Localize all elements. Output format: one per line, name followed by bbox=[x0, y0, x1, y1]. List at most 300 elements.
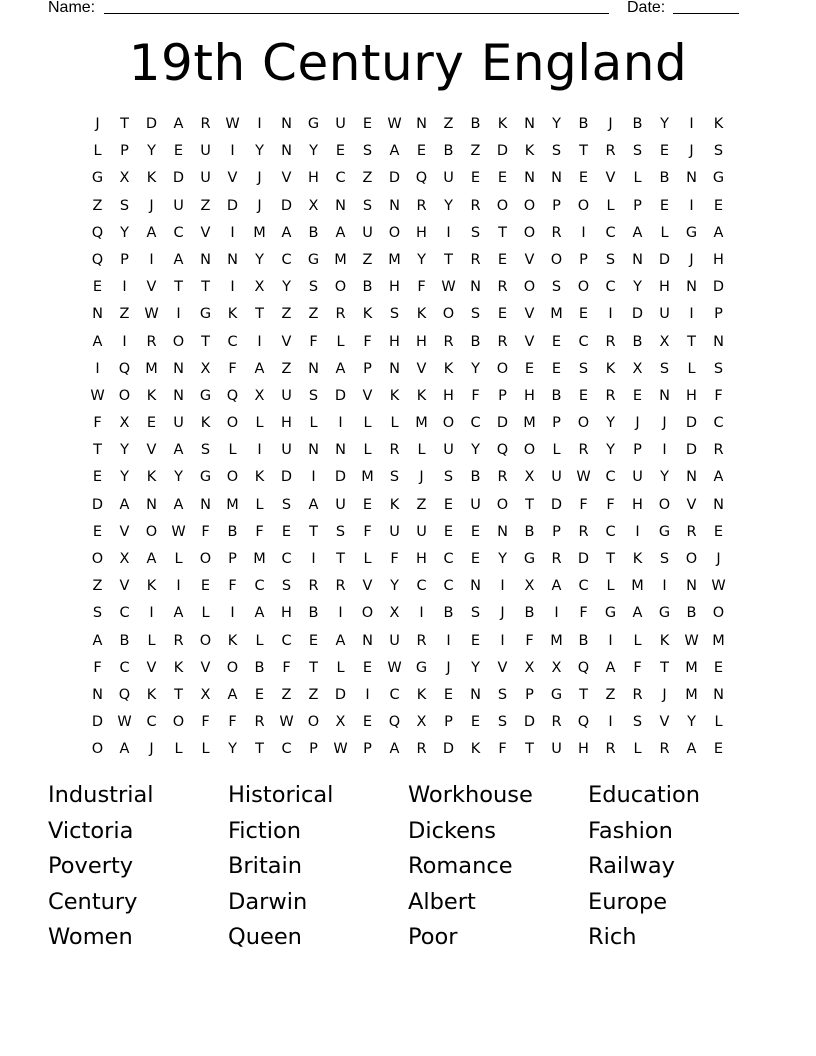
grid-letter: D bbox=[172, 170, 185, 187]
grid-letter: O bbox=[523, 197, 536, 214]
word-bank-item: Fiction bbox=[228, 817, 302, 844]
word-bank-row bbox=[48, 814, 768, 850]
grid-letter: B bbox=[470, 116, 481, 132]
grid-letter: L bbox=[552, 442, 561, 459]
grid-letter: L bbox=[417, 442, 426, 459]
grid-letter: C bbox=[281, 632, 292, 649]
grid-letter: T bbox=[579, 143, 588, 160]
grid-letter: I bbox=[662, 442, 667, 459]
grid-letter: L bbox=[174, 551, 183, 567]
grid-letter: O bbox=[334, 279, 347, 296]
grid-letter: A bbox=[173, 496, 184, 513]
grid-letter: X bbox=[200, 360, 211, 377]
grid-letter: Y bbox=[255, 143, 264, 160]
grid-letter: X bbox=[200, 686, 211, 703]
grid-letter: E bbox=[92, 523, 103, 540]
grid-letter: C bbox=[389, 686, 400, 703]
word-bank-row bbox=[48, 885, 768, 921]
grid-row bbox=[84, 220, 732, 247]
grid-letter: I bbox=[230, 279, 235, 296]
grid-letter: W bbox=[333, 741, 348, 758]
grid-letter: S bbox=[551, 279, 562, 296]
grid-letter: S bbox=[200, 442, 211, 459]
grid-letter: J bbox=[257, 197, 262, 214]
word-bank-item: Albert bbox=[408, 888, 476, 915]
grid-letter: M bbox=[145, 360, 158, 377]
grid-letter: A bbox=[173, 605, 184, 622]
grid-row bbox=[84, 138, 732, 165]
grid-letter: O bbox=[496, 360, 509, 377]
grid-letter: U bbox=[173, 415, 184, 432]
grid-letter: E bbox=[578, 170, 589, 187]
grid-letter: T bbox=[498, 224, 507, 241]
grid-letter: W bbox=[576, 469, 591, 486]
grid-letter: A bbox=[335, 632, 346, 649]
grid-letter: N bbox=[335, 197, 346, 214]
grid-letter: I bbox=[257, 442, 262, 459]
grid-letter: C bbox=[281, 251, 292, 268]
grid-letter: C bbox=[335, 170, 346, 187]
grid-letter: C bbox=[119, 659, 130, 676]
grid-letter: J bbox=[149, 741, 154, 758]
grid-letter: E bbox=[362, 714, 373, 731]
grid-letter: B bbox=[470, 469, 481, 486]
grid-letter: N bbox=[308, 360, 319, 377]
grid-letter: C bbox=[281, 741, 292, 758]
grid-letter: S bbox=[578, 360, 589, 377]
grid-letter: C bbox=[578, 578, 589, 595]
grid-row bbox=[84, 464, 732, 491]
grid-letter: V bbox=[146, 659, 157, 676]
grid-row bbox=[84, 329, 732, 356]
grid-letter: A bbox=[632, 224, 643, 241]
grid-letter: C bbox=[605, 279, 616, 296]
grid-letter: S bbox=[713, 360, 724, 377]
grid-letter: M bbox=[550, 306, 563, 323]
grid-letter: U bbox=[173, 197, 184, 214]
grid-letter: I bbox=[149, 605, 154, 622]
grid-letter: R bbox=[416, 741, 427, 758]
grid-letter: U bbox=[443, 170, 454, 187]
grid-letter: F bbox=[201, 714, 210, 731]
grid-letter: R bbox=[713, 442, 724, 459]
word-bank-item: Darwin bbox=[228, 888, 308, 915]
grid-letter: K bbox=[605, 360, 616, 377]
grid-letter: N bbox=[389, 197, 400, 214]
grid-letter: N bbox=[92, 306, 103, 323]
grid-letter: C bbox=[605, 224, 616, 241]
grid-letter: H bbox=[578, 741, 589, 758]
grid-letter: M bbox=[361, 469, 374, 486]
grid-letter: H bbox=[713, 251, 724, 268]
grid-letter: X bbox=[524, 659, 535, 676]
grid-letter: Q bbox=[226, 387, 239, 404]
grid-letter: N bbox=[362, 632, 373, 649]
grid-row bbox=[84, 519, 732, 546]
grid-letter: Y bbox=[606, 442, 615, 459]
grid-letter: F bbox=[363, 523, 372, 540]
grid-letter: Y bbox=[282, 279, 291, 296]
grid-letter: Z bbox=[416, 496, 427, 513]
grid-letter: Z bbox=[443, 116, 454, 132]
grid-letter: L bbox=[201, 605, 210, 622]
grid-letter: U bbox=[443, 442, 454, 459]
grid-letter: X bbox=[632, 360, 643, 377]
grid-row bbox=[84, 655, 732, 682]
word-bank-item: Education bbox=[588, 782, 701, 808]
grid-letter: X bbox=[119, 415, 130, 432]
grid-letter: V bbox=[119, 523, 130, 540]
grid-letter: C bbox=[470, 415, 481, 432]
grid-letter: T bbox=[309, 659, 318, 676]
grid-letter: V bbox=[524, 251, 535, 268]
grid-letter: X bbox=[308, 197, 319, 214]
grid-letter: D bbox=[496, 143, 509, 160]
grid-letter: O bbox=[226, 659, 239, 676]
grid-letter: Y bbox=[174, 469, 183, 486]
grid-letter: M bbox=[685, 686, 698, 703]
grid-letter: C bbox=[254, 578, 265, 595]
grid-letter: Y bbox=[444, 197, 453, 214]
grid-letter: K bbox=[632, 551, 643, 567]
grid-letter: B bbox=[443, 143, 454, 160]
grid-letter: F bbox=[633, 659, 642, 676]
grid-letter: C bbox=[605, 523, 616, 540]
grid-letter: D bbox=[145, 116, 158, 132]
grid-letter: J bbox=[446, 659, 451, 676]
grid-row bbox=[84, 492, 732, 519]
word-bank bbox=[48, 778, 768, 956]
grid-letter: X bbox=[254, 387, 265, 404]
grid-letter: L bbox=[363, 442, 372, 459]
grid-letter: D bbox=[334, 387, 347, 404]
grid-letter: I bbox=[122, 333, 127, 350]
grid-letter: K bbox=[416, 686, 427, 703]
grid-letter: B bbox=[470, 333, 481, 350]
grid-letter: F bbox=[228, 360, 237, 377]
grid-letter: R bbox=[605, 333, 616, 350]
grid-letter: Y bbox=[255, 251, 264, 268]
word-bank-row bbox=[48, 920, 768, 956]
grid-letter: B bbox=[119, 632, 130, 649]
grid-letter: O bbox=[442, 415, 455, 432]
grid-letter: D bbox=[442, 741, 455, 758]
grid-letter: X bbox=[119, 551, 130, 567]
grid-letter: N bbox=[92, 686, 103, 703]
grid-letter: R bbox=[254, 714, 265, 731]
grid-letter: A bbox=[92, 333, 103, 350]
grid-letter: I bbox=[257, 116, 262, 132]
grid-letter: R bbox=[578, 442, 589, 459]
grid-letter: Z bbox=[605, 686, 616, 703]
grid-letter: G bbox=[685, 224, 698, 241]
grid-row bbox=[84, 111, 732, 138]
grid-letter: H bbox=[416, 224, 427, 241]
grid-letter: J bbox=[635, 415, 640, 432]
grid-letter: Y bbox=[552, 116, 561, 132]
grid-letter: U bbox=[551, 469, 562, 486]
grid-letter: N bbox=[659, 387, 670, 404]
grid-letter: O bbox=[145, 523, 158, 540]
grid-letter: J bbox=[500, 605, 505, 622]
grid-letter: V bbox=[524, 333, 535, 350]
grid-letter: Y bbox=[120, 442, 129, 459]
grid-letter: D bbox=[685, 442, 698, 459]
grid-letter: V bbox=[281, 170, 292, 187]
name-field[interactable] bbox=[104, 13, 609, 14]
grid-letter: U bbox=[659, 306, 670, 323]
grid-letter: X bbox=[254, 279, 265, 296]
grid-letter: W bbox=[90, 387, 105, 404]
grid-letter: A bbox=[173, 442, 184, 459]
grid-letter: A bbox=[308, 496, 319, 513]
grid-letter: E bbox=[362, 659, 373, 676]
grid-letter: F bbox=[714, 387, 723, 404]
grid-letter: D bbox=[631, 306, 644, 323]
grid-letter: E bbox=[416, 143, 427, 160]
grid-letter: J bbox=[608, 116, 613, 132]
grid-letter: N bbox=[686, 578, 697, 595]
grid-letter: S bbox=[713, 143, 724, 160]
grid-letter: I bbox=[230, 224, 235, 241]
grid-letter: O bbox=[226, 415, 239, 432]
grid-letter: K bbox=[173, 659, 184, 676]
grid-letter: U bbox=[281, 442, 292, 459]
grid-letter: E bbox=[524, 360, 535, 377]
grid-letter: E bbox=[443, 523, 454, 540]
grid-letter: E bbox=[92, 469, 103, 486]
grid-letter: V bbox=[524, 306, 535, 323]
grid-letter: R bbox=[389, 442, 400, 459]
grid-letter: Z bbox=[92, 197, 103, 214]
letter-grid bbox=[84, 111, 732, 764]
grid-letter: E bbox=[200, 578, 211, 595]
grid-row bbox=[84, 274, 732, 301]
word-bank-row bbox=[48, 778, 768, 814]
grid-letter: Y bbox=[120, 469, 129, 486]
grid-letter: L bbox=[714, 714, 723, 731]
grid-letter: B bbox=[632, 333, 643, 350]
grid-letter: Y bbox=[471, 360, 480, 377]
word-bank-item: Poverty bbox=[48, 853, 134, 880]
grid-letter: Z bbox=[308, 306, 319, 323]
grid-letter: T bbox=[687, 333, 696, 350]
grid-letter: F bbox=[579, 605, 588, 622]
word-bank-item: Poor bbox=[408, 924, 458, 951]
grid-row bbox=[84, 247, 732, 274]
grid-letter: M bbox=[334, 251, 347, 268]
grid-letter: G bbox=[604, 605, 617, 622]
grid-letter: N bbox=[416, 116, 427, 132]
word-bank-item: Workhouse bbox=[408, 782, 533, 808]
grid-letter: P bbox=[120, 143, 129, 160]
grid-letter: G bbox=[307, 116, 320, 132]
grid-letter: N bbox=[551, 170, 562, 187]
grid-letter: O bbox=[550, 251, 563, 268]
grid-letter: Q bbox=[91, 224, 104, 241]
grid-letter: X bbox=[389, 605, 400, 622]
grid-letter: V bbox=[659, 714, 670, 731]
grid-letter: U bbox=[470, 496, 481, 513]
grid-letter: O bbox=[388, 224, 401, 241]
grid-letter: B bbox=[443, 605, 454, 622]
grid-letter: W bbox=[144, 306, 159, 323]
grid-letter: R bbox=[497, 279, 508, 296]
grid-letter: L bbox=[633, 170, 642, 187]
grid-letter: B bbox=[227, 523, 238, 540]
grid-letter: G bbox=[199, 306, 212, 323]
grid-letter: Q bbox=[91, 251, 104, 268]
grid-letter: D bbox=[388, 170, 401, 187]
grid-letter: F bbox=[228, 578, 237, 595]
grid-row bbox=[84, 573, 732, 600]
grid-letter: S bbox=[659, 360, 670, 377]
grid-letter: V bbox=[686, 496, 697, 513]
grid-letter: H bbox=[416, 551, 427, 567]
grid-letter: O bbox=[118, 387, 131, 404]
grid-letter: O bbox=[172, 333, 185, 350]
grid-letter: K bbox=[470, 741, 481, 758]
grid-letter: L bbox=[687, 360, 696, 377]
grid-letter: R bbox=[632, 686, 643, 703]
grid-letter: K bbox=[389, 387, 400, 404]
word-bank-item: Romance bbox=[408, 853, 513, 880]
grid-letter: I bbox=[689, 116, 694, 132]
grid-letter: B bbox=[254, 659, 265, 676]
grid-letter: J bbox=[662, 686, 667, 703]
grid-letter: N bbox=[308, 442, 319, 459]
grid-letter: P bbox=[363, 741, 372, 758]
grid-letter: N bbox=[524, 116, 535, 132]
grid-letter: S bbox=[362, 143, 373, 160]
grid-row bbox=[84, 383, 732, 410]
grid-letter: T bbox=[606, 551, 615, 567]
grid-letter: R bbox=[416, 197, 427, 214]
grid-letter: I bbox=[95, 360, 100, 377]
grid-letter: P bbox=[714, 306, 723, 323]
grid-letter: K bbox=[146, 170, 157, 187]
grid-letter: L bbox=[228, 442, 237, 459]
grid-letter: F bbox=[282, 659, 291, 676]
grid-row bbox=[84, 628, 732, 655]
grid-letter: T bbox=[174, 279, 183, 296]
grid-letter: J bbox=[716, 551, 721, 567]
grid-letter: U bbox=[389, 632, 400, 649]
grid-letter: R bbox=[335, 578, 346, 595]
page-title: 19th Century England bbox=[128, 34, 688, 92]
grid-letter: N bbox=[713, 496, 724, 513]
grid-letter: S bbox=[632, 714, 643, 731]
grid-letter: N bbox=[686, 469, 697, 486]
grid-letter: F bbox=[525, 632, 534, 649]
grid-letter: T bbox=[93, 442, 102, 459]
grid-letter: I bbox=[689, 306, 694, 323]
grid-letter: S bbox=[470, 306, 481, 323]
grid-letter: R bbox=[200, 116, 211, 132]
grid-letter: Y bbox=[417, 251, 426, 268]
grid-letter: T bbox=[660, 659, 669, 676]
grid-letter: V bbox=[119, 578, 130, 595]
grid-letter: W bbox=[225, 116, 240, 132]
grid-letter: N bbox=[686, 279, 697, 296]
grid-row bbox=[84, 301, 732, 328]
grid-letter: K bbox=[416, 306, 427, 323]
grid-letter: U bbox=[335, 496, 346, 513]
grid-letter: V bbox=[281, 333, 292, 350]
grid-letter: N bbox=[686, 170, 697, 187]
word-bank-item: Queen bbox=[228, 924, 302, 951]
grid-letter: Y bbox=[660, 116, 669, 132]
date-label: Date: bbox=[627, 0, 666, 16]
grid-letter: F bbox=[417, 279, 426, 296]
grid-letter: D bbox=[685, 415, 698, 432]
grid-letter: K bbox=[227, 306, 238, 323]
grid-letter: C bbox=[713, 415, 724, 432]
grid-letter: E bbox=[281, 523, 292, 540]
grid-letter: R bbox=[551, 224, 562, 241]
grid-letter: V bbox=[605, 170, 616, 187]
grid-letter: Z bbox=[281, 360, 292, 377]
word-bank-item: Fashion bbox=[588, 817, 673, 844]
date-field[interactable] bbox=[673, 13, 739, 14]
grid-letter: P bbox=[552, 415, 561, 432]
grid-letter: R bbox=[551, 551, 562, 567]
grid-letter: M bbox=[415, 415, 428, 432]
grid-letter: E bbox=[713, 741, 724, 758]
grid-letter: Y bbox=[498, 551, 507, 567]
grid-letter: R bbox=[578, 523, 589, 540]
grid-letter: R bbox=[470, 197, 481, 214]
grid-letter: Y bbox=[309, 143, 318, 160]
grid-letter: Y bbox=[390, 578, 399, 595]
grid-letter: S bbox=[443, 469, 454, 486]
grid-letter: I bbox=[311, 469, 316, 486]
grid-letter: A bbox=[713, 224, 724, 241]
grid-letter: P bbox=[228, 551, 237, 567]
grid-letter: O bbox=[685, 551, 698, 567]
grid-letter: A bbox=[227, 686, 238, 703]
grid-letter: N bbox=[470, 279, 481, 296]
grid-letter: E bbox=[308, 632, 319, 649]
grid-letter: V bbox=[227, 170, 238, 187]
grid-letter: N bbox=[281, 116, 292, 132]
grid-letter: G bbox=[658, 605, 671, 622]
grid-letter: E bbox=[497, 170, 508, 187]
grid-letter: C bbox=[416, 578, 427, 595]
grid-letter: K bbox=[254, 469, 265, 486]
grid-letter: Z bbox=[470, 143, 481, 160]
grid-letter: M bbox=[712, 632, 725, 649]
grid-letter: D bbox=[334, 469, 347, 486]
grid-letter: Q bbox=[577, 659, 590, 676]
grid-row bbox=[84, 736, 732, 763]
grid-letter: B bbox=[686, 605, 697, 622]
grid-letter: A bbox=[254, 605, 265, 622]
grid-letter: E bbox=[470, 632, 481, 649]
grid-letter: Q bbox=[577, 714, 590, 731]
grid-letter: U bbox=[551, 741, 562, 758]
grid-letter: O bbox=[91, 741, 104, 758]
grid-letter: B bbox=[308, 224, 319, 241]
grid-letter: V bbox=[416, 360, 427, 377]
grid-letter: E bbox=[254, 686, 265, 703]
grid-letter: I bbox=[419, 605, 424, 622]
grid-letter: A bbox=[713, 469, 724, 486]
grid-letter: A bbox=[119, 496, 130, 513]
grid-letter: R bbox=[605, 741, 616, 758]
grid-letter: O bbox=[496, 496, 509, 513]
grid-letter: G bbox=[550, 686, 563, 703]
